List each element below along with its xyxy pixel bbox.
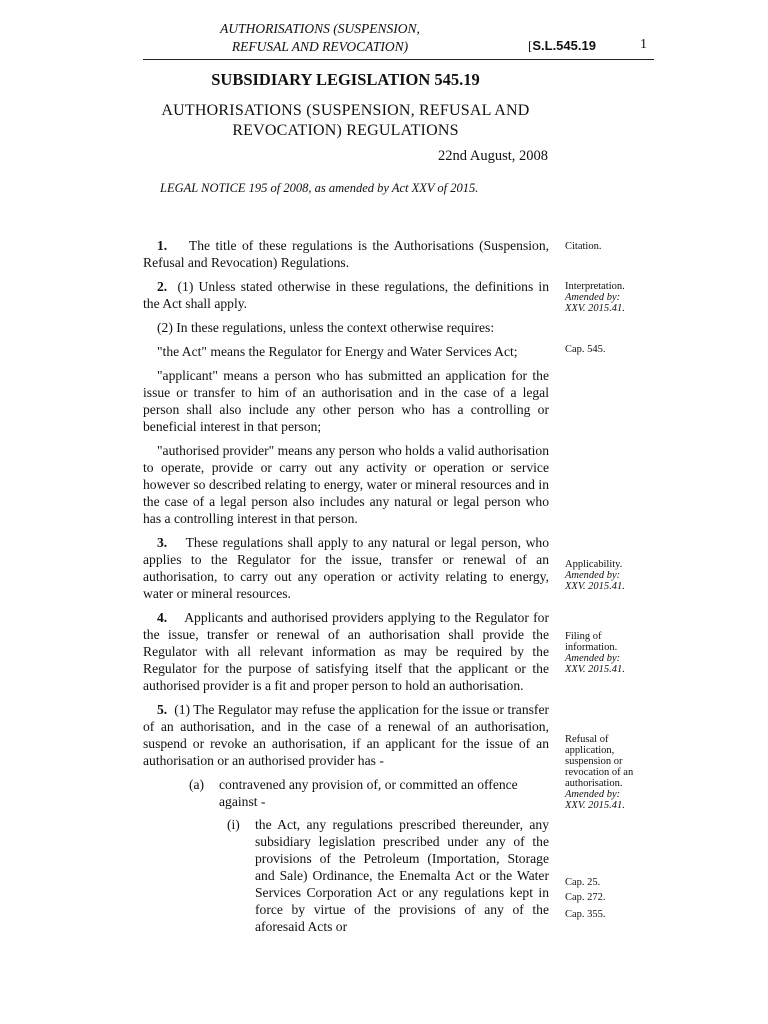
subparagraph-label: (i) bbox=[227, 817, 240, 832]
paragraph-a bbox=[189, 776, 549, 810]
running-title-line: AUTHORISATIONS (SUSPENSION, bbox=[220, 21, 420, 36]
subparagraph-text: the Act, any regulations prescribed thereunder, any subsidiary legislation prescribed under any of the provisions of the Petroleum (Importation, Storage and Sale) Ordinance, the Enemalta Act or the Water Services Corporation Act or any regulations kept in force by virtue of the provisions of any of the aforesaid Acts or bbox=[255, 817, 549, 934]
enactment-date: 22nd August, 2008 bbox=[438, 148, 548, 164]
margin-note-amended: Amended by: bbox=[565, 653, 621, 664]
regulation-1 bbox=[143, 237, 549, 271]
regulations-title bbox=[143, 101, 548, 141]
margin-note-cap-545: Cap. 545. bbox=[565, 344, 606, 355]
paragraph-label: (a) bbox=[189, 777, 205, 792]
regulation-text: (1) Unless stated otherwise in these regulations, the definitions in the Act shall apply. bbox=[143, 279, 549, 311]
legislation-reference bbox=[528, 38, 596, 54]
margin-note-amended: Amended by: bbox=[565, 789, 621, 800]
regulation-text: (1) The Regulator may refuse the application for the issue or transfer of an authorisation, and in the case of a renewal of an authorisation, suspend or revoke an authorisation, if an applicant for the issue of an authorisation or an authorised provider has - bbox=[143, 702, 550, 768]
regulation-number: 3. bbox=[157, 535, 168, 550]
margin-note-applicability bbox=[565, 559, 645, 592]
subsidiary-legislation-title: SUBSIDIARY LEGISLATION 545.19 bbox=[211, 70, 480, 89]
margin-note-heading: application, bbox=[565, 745, 615, 756]
margin-note-heading: revocation of an bbox=[565, 767, 634, 778]
running-title-line: REFUSAL AND REVOCATION) bbox=[231, 39, 409, 54]
regulations-title-line: AUTHORISATIONS (SUSPENSION, REFUSAL AND bbox=[161, 102, 530, 119]
margin-note-cap-272: Cap. 272. bbox=[565, 892, 606, 903]
margin-note-citation: Citation. bbox=[565, 241, 602, 252]
page-number: 1 bbox=[640, 37, 647, 52]
regulation-number: 5. bbox=[157, 702, 168, 717]
regulation-text: The title of these regulations is the Authorisations (Suspension, Refusal and Revocation) Regulations. bbox=[143, 238, 550, 270]
reference-code: S.L.545.19 bbox=[532, 38, 596, 53]
margin-note-heading: Applicability. bbox=[565, 559, 623, 570]
subparagraph-i bbox=[227, 816, 549, 935]
regulation-3 bbox=[143, 534, 549, 602]
regulation-number: 2. bbox=[157, 279, 168, 294]
paragraph-text: contravened any provision of, or committed an offence against - bbox=[219, 777, 518, 809]
regulation-2-sub-2: (2) In these regulations, unless the context otherwise requires: bbox=[157, 320, 495, 335]
margin-note-filing bbox=[565, 631, 645, 675]
margin-note-cap-25: Cap. 25. bbox=[565, 877, 601, 888]
regulation-number: 4. bbox=[157, 610, 168, 625]
margin-note-heading: Interpretation. bbox=[565, 281, 625, 292]
header-rule bbox=[143, 59, 654, 60]
running-title bbox=[200, 20, 440, 56]
legal-notice: LEGAL NOTICE 195 of 2008, as amended by Act XXV of 2015. bbox=[160, 181, 479, 195]
regulation-text: Applicants and authorised providers applying to the Regulator for the issue, transfer or renewal of an authorisation shall provide the Regulator with all relevant information as may be required by the Regulator for the purpose of satisfying itself that the applicant or the authorised provider is a fit and proper person to hold an authorisation. bbox=[143, 610, 549, 693]
margin-note-heading: suspension or bbox=[565, 756, 623, 767]
margin-note-heading: information. bbox=[565, 642, 618, 653]
margin-note-amend-ref: XXV. 2015.41. bbox=[565, 664, 625, 675]
margin-note-heading: Filing of bbox=[565, 631, 602, 642]
regulation-number: 1. bbox=[157, 238, 168, 253]
reference-bracket: [ bbox=[528, 38, 533, 53]
regulation-text: These regulations shall apply to any natural or legal person, who applies to the Regulator for the issue, transfer or renewal of an authorisation, to carry out any operation or activity relating to energy, water or mineral resources. bbox=[143, 535, 550, 601]
definition-act: "the Act" means the Regulator for Energy and Water Services Act; bbox=[157, 344, 518, 359]
margin-note-heading: authorisation. bbox=[565, 778, 623, 789]
regulation-2 bbox=[143, 278, 549, 312]
definition-authorised-provider: "authorised provider" means any person who holds a valid authorisation to operate, provide or carry out any activity or operation or service however so described relating to energy, water or mineral resources and in the case of a legal person also includes any natural or legal person who has a controlling interest in that person. bbox=[143, 443, 550, 526]
regulation-body bbox=[143, 237, 549, 935]
regulations-title-line: REVOCATION) REGULATIONS bbox=[232, 122, 459, 139]
margin-note-refusal bbox=[565, 734, 645, 811]
margin-note-heading: Refusal of bbox=[565, 734, 609, 745]
margin-note-interpretation bbox=[565, 281, 645, 314]
margin-note-cap-355: Cap. 355. bbox=[565, 909, 606, 920]
margin-note-amend-ref: XXV. 2015.41. bbox=[565, 303, 625, 314]
margin-note-amended: Amended by: bbox=[565, 570, 621, 581]
margin-note-amend-ref: XXV. 2015.41. bbox=[565, 581, 625, 592]
margin-note-amended: Amended by: bbox=[565, 292, 621, 303]
margin-note-amend-ref: XXV. 2015.41. bbox=[565, 800, 625, 811]
definition-applicant: "applicant" means a person who has submitted an application for the issue or transfer to him of an authorisation and in the case of a legal person shall also include any other person who has a controlling or beneficial interest in that person; bbox=[143, 368, 549, 434]
regulation-5 bbox=[143, 701, 549, 769]
regulation-4 bbox=[143, 609, 549, 694]
